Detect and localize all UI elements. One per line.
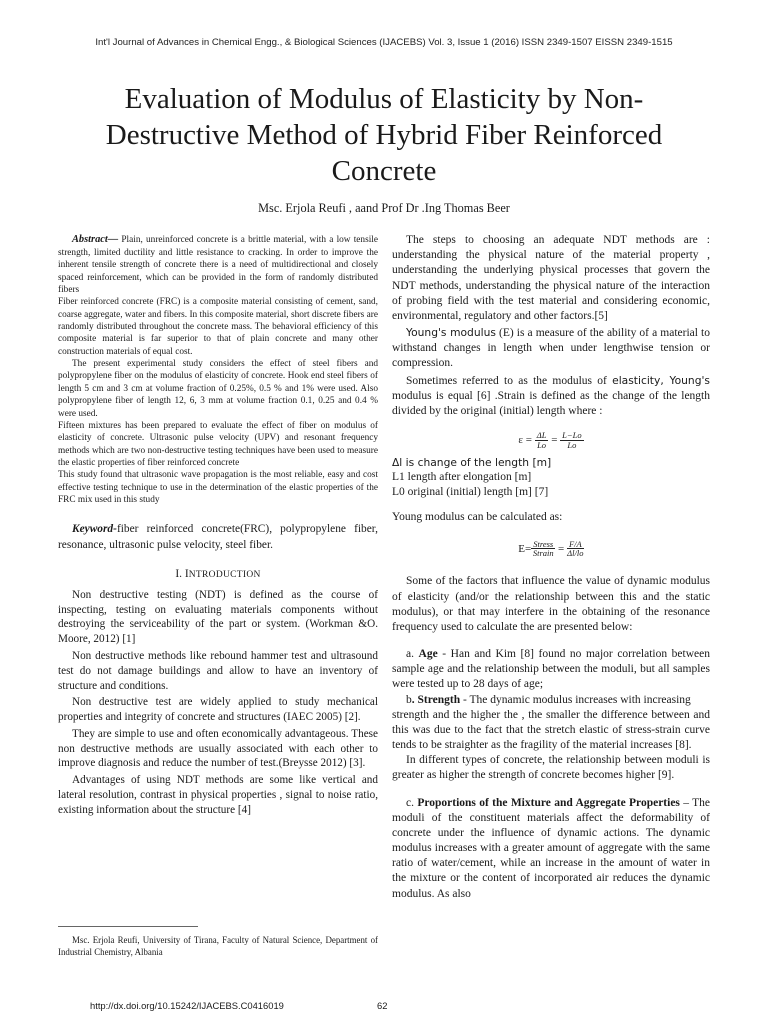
right-p1: The steps to choosing an adequate NDT methods are : understanding the physical nature of the material property , understanding the underlying physical processes that govern the NDT methods, understanding the physical nature of the interaction of probing field with the test material and considering economic, environmental, regulatory and other factors.[5] <box>392 234 710 322</box>
eq2-frac1 <box>531 540 555 559</box>
abstract-p4: Fifteen mixtures has been prepared to evaluate the effect of fiber on modulus of elasticity of concrete. Ultrasonic pulse velocity (UPV) and resonant frequency methods which are two non-destructive testing techniques have been used to measure the elastic properties of fiber reinforced concrete <box>58 420 378 468</box>
right-p3 <box>392 374 710 420</box>
doi-link[interactable]: http://dx.doi.org/10.15242/IJACEBS.C0416019 <box>90 1000 284 1011</box>
eq1-num1: ΔL <box>536 430 547 441</box>
section-number: I. <box>175 567 183 580</box>
factor-strength-cont: strength and the higher the , the smaller the difference between and this was due to the fact that the stretch elastic of stress-strain curve tends to be straighter as the fragility of the material increases [8]. <box>392 708 710 752</box>
modulus-equation <box>392 540 710 559</box>
abstract-p3: The present experimental study considers the effect of steel fibers and polypropylene fiber on the modulus of elasticity of concrete. Hook end steel fibers of length 5 cm and 3 cm at volume fraction of 0.25%, 0.5 % and 1% were used. Also polypropylene fiber of length 12, 6, 3 mm at volume fraction 0.1, 0.25 and 0.4 % were used. <box>58 359 378 419</box>
page-number: 62 <box>377 1000 388 1011</box>
eq2-equals: = <box>557 542 565 555</box>
eq1-frac2 <box>560 431 583 450</box>
section-cap: I <box>184 567 189 580</box>
eq1-den1: Lo <box>537 439 547 450</box>
keywords <box>58 522 378 552</box>
factor-proportions <box>392 796 710 902</box>
abstract <box>58 233 378 506</box>
factor-proportions-term: Proportions of the Mixture and Aggregate Properties <box>417 796 680 809</box>
factor-strength-term: . Strength <box>411 693 461 706</box>
right-p3-b: modulus is equal [6] .Strain is defined as the change of the length divided by the original (initial) length where : <box>392 389 710 417</box>
factor-age <box>392 647 710 693</box>
right-p2 <box>392 326 710 372</box>
factor-age-text: - Han and Kim [8] found no major correlation between sample age and the relationship between the moduli, but all samples were tested up to 28 days of age; <box>392 648 710 691</box>
right-p3-a: Sometimes referred to as the modulus of <box>406 374 613 387</box>
youngs-modulus-term: Young's modulus <box>406 326 496 340</box>
factor-age-term: Age <box>418 648 438 661</box>
keywords-label: Keyword- <box>72 523 117 536</box>
eq1-num2: L−Lo <box>562 430 582 441</box>
section-heading-introduction <box>58 567 378 582</box>
intro-p2: Non destructive methods like rebound hammer test and ultrasound test do not damage buildings and allow to have an inventory of structure and conditions. <box>58 649 378 692</box>
elasticity-term: elasticity, Young's <box>612 373 710 387</box>
keywords-text: fiber reinforced concrete(FRC), polypropylene fiber, resonance, ultrasonic pulse velocity, steel fiber. <box>58 523 378 551</box>
def-delta-l: Δl is change of the length [m] <box>392 455 552 469</box>
strain-equation <box>392 431 710 450</box>
intro-p4: They are simple to use and often economically advantageous. These non destructive methods are usually associated with each other to improve diagnosis and reduce the number of test.(Breysse 2012) [3]. <box>58 727 378 770</box>
authors: Msc. Erjola Reufi , aand Prof Dr .Ing Thomas Beer <box>258 201 510 215</box>
section-rest: NTRODUCTION <box>188 569 261 580</box>
eq1-lhs: ε = <box>518 434 532 447</box>
factor-strength-text: - The dynamic modulus increases with increasing <box>460 693 691 706</box>
eq1-equals: = <box>551 434 558 447</box>
left-column <box>58 233 378 818</box>
journal-header: Int'l Journal of Advances in Chemical Engg., & Biological Sciences (IJACEBS) Vol. 3, Issue 1 (2016) ISSN 2349-1507 EISSN 2349-1515 <box>95 37 673 48</box>
factor-strength <box>392 693 710 708</box>
abstract-label: Abstract— <box>72 234 119 245</box>
eq2-den2: Δl/lo <box>567 548 584 559</box>
intro-p5: Advantages of using NDT methods are some like vertical and lateral resolution, contrast in physical properties , signal to noise ratio, existing information about the structure [4] <box>58 774 378 816</box>
abstract-p5: This study found that ultrasonic wave propagation is the most reliable, easy and cost effective testing technique to use in the determination of the elastic properties of the FRC mix used in this study <box>58 470 378 506</box>
eq1-den2: Lo <box>567 439 577 450</box>
eq2-frac2 <box>567 540 584 559</box>
abstract-p1: Plain, unreinforced concrete is a brittle material, with a low tensile strength, limited ductility and little resistance to cracking. In order to improve the inherent tensile strength of concrete there is a need of multidirectional and closely spaced reinforcement, which can be provided in the form of randomly distributed fibers <box>58 235 378 295</box>
def-l0: L0 original (initial) length [m] [7] <box>392 486 549 499</box>
right-p2-text: (E) is a measure of the ability of a material to withstand changes in length when under lengthwise tension or compression. <box>392 327 710 370</box>
factor-age-lead: a. <box>406 648 419 661</box>
factor-proportions-lead: c. <box>406 796 418 809</box>
eq2-num2: F/A <box>568 538 582 549</box>
right-p5: Some of the factors that influence the value of dynamic modulus of elasticity (and/or the relationship between this and the static modulus), or that may interfere in the obtaining of the resonance frequency used to calculate the are presented below: <box>392 575 710 633</box>
eq2-lhs: E= <box>518 542 532 555</box>
paper-title: Evaluation of Modulus of Elasticity by Non-Destructive Method of Hybrid Fiber Reinforced Concrete <box>105 83 663 187</box>
right-p4: Young modulus can be calculated as: <box>392 511 563 524</box>
factor-strength-lead: b <box>406 693 412 706</box>
def-l1: L1 length after elongation [m] <box>392 471 532 484</box>
intro-p1: Non destructive testing (NDT) is defined as the course of inspecting, testing on evaluating materials components without destroying the serviceability of the part or system. (Workman &O. Moore, 2012) [1] <box>58 588 378 646</box>
abstract-p2: Fiber reinforced concrete (FRC) is a composite material consisting of cement, sand, coarse aggregate, water and fibers. In this composite material, short discrete fibers are randomly distributed throughout the concrete mass. The behavioral efficiency of this composite material is far superior to that of plain concrete and many other construction materials of equal cost. <box>58 297 378 357</box>
footnote-rule <box>58 926 198 927</box>
right-column <box>392 233 710 902</box>
footnote: Msc. Erjola Reufi, University of Tirana, Faculty of Natural Science, Department of Industrial Chemistry, Albania <box>58 935 378 957</box>
intro-p3: Non destructive test are widely applied to study mechanical properties and integrity of concrete and structures (IAEC 2005) [2]. <box>58 696 378 724</box>
factor-strength-p2: In different types of concrete, the relationship between moduli is greater as higher the strength of concrete becomes higher [9]. <box>392 754 710 782</box>
factor-proportions-text: – The moduli of the constituent materials affect the deformability of concrete under the influence of dynamic actions. The dynamic modulus increases with a greater amount of aggregate with the same ratio of water/cement, while an increase in the amount of water in the mixture or the content of incorporated air reduces the dynamic modulus. As also <box>392 796 711 900</box>
eq2-num1: Stress <box>533 538 554 549</box>
eq2-den1: Strain <box>532 548 554 559</box>
eq1-frac1 <box>535 431 549 450</box>
